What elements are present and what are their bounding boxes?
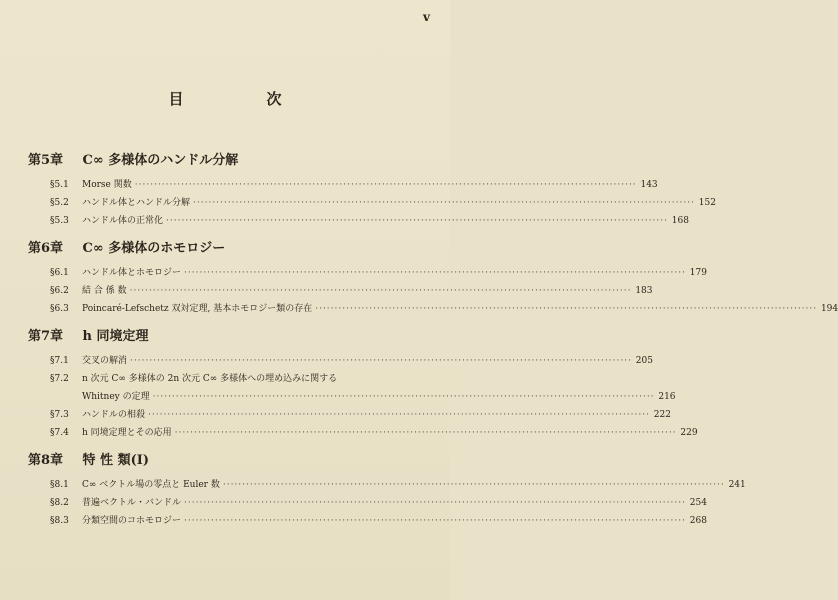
section-page: 229 (680, 428, 698, 438)
leader-dots (135, 176, 637, 194)
chapter-5 (28, 150, 716, 230)
table-of-contents (28, 150, 838, 538)
section-title: Poincaré-Lefschetz 双対定理, 基本ホモロジー類の存在 (82, 304, 313, 314)
chapter-title: h 同境定理 (82, 329, 149, 344)
toc-entry[interactable] (28, 212, 689, 230)
toc-entry[interactable] (28, 370, 676, 406)
section-title: ハンドル体とハンドル分解 (82, 198, 191, 208)
section-number: §6.2 (50, 286, 69, 296)
section-number: §8.2 (50, 498, 69, 508)
leader-dots (166, 212, 668, 230)
section-page: 268 (689, 516, 707, 526)
leader-dots (223, 476, 725, 494)
section-title: 結 合 係 数 (82, 286, 127, 296)
section-number: §6.1 (50, 268, 69, 278)
chapter-heading (28, 150, 423, 172)
chapter-title: 特 性 類(I) (82, 453, 149, 468)
section-page: 205 (635, 356, 653, 366)
section-title: ハンドル体の正常化 (82, 216, 164, 226)
section-title-line2: Whitney の定理 (82, 392, 150, 402)
leader-dots (130, 282, 632, 300)
section-number: §7.4 (50, 428, 69, 438)
toc-entry[interactable] (28, 176, 658, 194)
toc-entry[interactable] (28, 494, 707, 512)
leader-dots (130, 352, 632, 370)
toc-entry[interactable] (28, 476, 746, 494)
section-title-block (82, 370, 676, 406)
section-number: §6.3 (50, 304, 69, 314)
section-title: 交叉の解消 (82, 356, 128, 366)
toc-entry[interactable] (28, 282, 653, 300)
section-number: §8.1 (50, 480, 69, 490)
page-number: v (423, 10, 430, 24)
page-title: 目 次 (168, 90, 316, 108)
section-number: §7.2 (50, 374, 69, 384)
section-page: 152 (698, 198, 716, 208)
leader-dots (184, 264, 686, 282)
section-title: 分類空間のコホモロジー (82, 516, 182, 526)
section-title: h 同境定理とその応用 (82, 428, 172, 438)
section-number: §5.3 (50, 216, 69, 226)
leader-dots (193, 194, 695, 212)
section-number: §7.1 (50, 356, 69, 366)
toc-entry[interactable] (28, 300, 838, 318)
section-page: 194 (820, 304, 838, 314)
leader-dots (148, 406, 650, 424)
section-page: 179 (689, 268, 707, 278)
section-page: 216 (658, 392, 676, 402)
toc-entry[interactable] (28, 406, 671, 424)
toc-entry[interactable] (28, 352, 653, 370)
section-title-line1: n 次元 C∞ 多様体の 2n 次元 C∞ 多様体への埋め込みに関する (82, 374, 338, 384)
section-page: 222 (653, 410, 671, 420)
chapter-heading (28, 238, 423, 260)
chapter-number: 第7章 (28, 329, 64, 344)
section-page: 143 (640, 180, 658, 190)
section-title: 普遍ベクトル・バンドル (82, 498, 182, 508)
leader-dots (153, 388, 655, 406)
section-title: C∞ ベクトル場の零点と Euler 数 (82, 480, 220, 490)
section-title-line2-row (82, 388, 676, 406)
toc-entry[interactable] (28, 512, 707, 530)
chapter-heading (28, 450, 423, 472)
leader-dots (184, 494, 686, 512)
section-page: 168 (671, 216, 689, 226)
chapter-number: 第6章 (28, 241, 64, 256)
section-number: §7.3 (50, 410, 69, 420)
chapter-heading (28, 326, 423, 348)
toc-entry[interactable] (28, 264, 707, 282)
leader-dots (175, 424, 677, 442)
chapter-number: 第8章 (28, 453, 64, 468)
section-title: ハンドル体とホモロジー (82, 268, 182, 278)
chapter-6 (28, 238, 838, 318)
section-page: 183 (635, 286, 653, 296)
chapter-title: C∞ 多様体のハンドル分解 (82, 153, 239, 168)
chapter-8 (28, 450, 746, 530)
chapter-7 (28, 326, 698, 442)
section-page: 254 (689, 498, 707, 508)
toc-entry[interactable] (28, 424, 698, 442)
chapter-title: C∞ 多様体のホモロジー (82, 241, 226, 256)
section-number: §5.1 (50, 180, 69, 190)
section-number: §5.2 (50, 198, 69, 208)
section-number: §8.3 (50, 516, 69, 526)
section-title: Morse 関数 (82, 180, 132, 190)
chapter-number: 第5章 (28, 153, 64, 168)
leader-dots (315, 300, 817, 318)
leader-dots (184, 512, 686, 530)
toc-entry[interactable] (28, 194, 716, 212)
section-page: 241 (728, 480, 746, 490)
section-title: ハンドルの相殺 (82, 410, 146, 420)
